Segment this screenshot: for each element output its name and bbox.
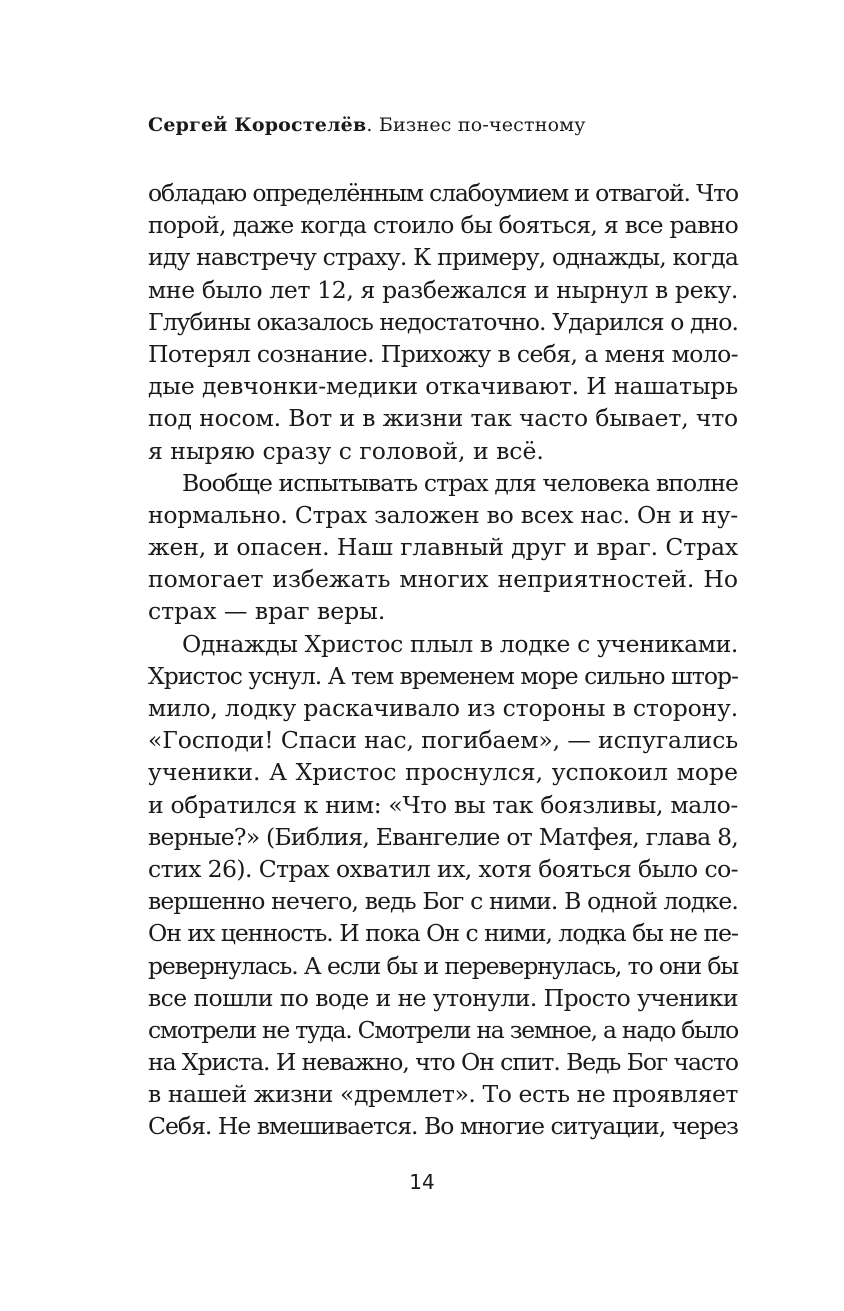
text-line: помогает избежать многих неприятностей. Но: [148, 565, 738, 594]
text-line: Вообще испытывать страх для человека вполне: [182, 468, 738, 497]
text-line: ревернулась. А если бы и перевернулась, то они бы: [148, 951, 738, 980]
text-line: Себя. Не вмешивается. Во многие ситуации, через: [148, 1112, 738, 1141]
text-line: жен, и опасен. Наш главный друг и враг. Страх: [148, 533, 738, 562]
text-line: страх — враг веры.: [148, 597, 386, 626]
paragraph: [148, 628, 738, 1143]
text-line: «Господи! Спаси нас, погибаем», — испугались: [148, 726, 738, 755]
text-line: верные?» (Библия, Евангелие от Матфея, глава 8,: [148, 822, 738, 851]
header-title: Бизнес по-честному: [372, 114, 586, 136]
text-line: Он их ценность. И пока Он с ними, лодка бы не пе-: [148, 919, 738, 948]
header-separator: .: [366, 114, 373, 136]
body-text: [148, 177, 738, 1143]
text-line: мило, лодку раскачивало из стороны в сторону.: [148, 694, 738, 722]
text-line: стих 26). Страх охватил их, хотя бояться было со-: [148, 854, 738, 883]
text-line: Глубины оказалось недостаточно. Ударился о дно.: [148, 307, 738, 336]
text-line: на Христа. И неважно, что Он спит. Ведь Бог часто: [148, 1048, 738, 1077]
text-line: порой, даже когда стоило бы бояться, я все равно: [148, 211, 738, 240]
header-author: Сергей Коростелёв: [148, 114, 367, 136]
text-line: вершенно нечего, ведь Бог с ними. В одной лодке.: [148, 887, 738, 916]
text-line: смотрели не туда. Смотрели на земное, а надо было: [148, 1015, 738, 1044]
running-header: [148, 113, 586, 137]
text-line: нормально. Страх заложен во всех нас. Он и ну-: [148, 500, 738, 529]
text-line: и обратился к ним: «Что вы так боязливы, мало-: [148, 790, 739, 819]
page-number: 14: [409, 1170, 435, 1194]
text-line: мне было лет 12, я разбежался и нырнул в реку.: [148, 275, 738, 304]
text-line: Однажды Христос плыл в лодке с учениками.: [182, 629, 738, 658]
text-line: все пошли по воде и не утонули. Просто ученики: [148, 983, 738, 1012]
text-line: Христос уснул. А тем временем море сильно штор-: [148, 661, 738, 690]
text-line: иду навстречу страху. К примеру, однажды, когда: [148, 243, 738, 272]
text-line: дые девчонки-медики откачивают. И нашатырь: [148, 372, 738, 401]
text-line: в нашей жизни «дремлет». То есть не проявляет: [148, 1080, 738, 1109]
paragraph: [148, 177, 738, 467]
text-line: обладаю определённым слабоумием и отвагой. Что: [148, 179, 738, 207]
paragraph: [148, 467, 738, 628]
text-line: Потерял сознание. Прихожу в себя, а меня моло-: [148, 339, 738, 368]
text-line: я ныряю сразу с головой, и всё.: [148, 436, 544, 465]
text-line: ученики. А Христос проснулся, успокоил море: [148, 758, 738, 787]
text-line: под носом. Вот и в жизни так часто бывает, что: [148, 404, 738, 433]
